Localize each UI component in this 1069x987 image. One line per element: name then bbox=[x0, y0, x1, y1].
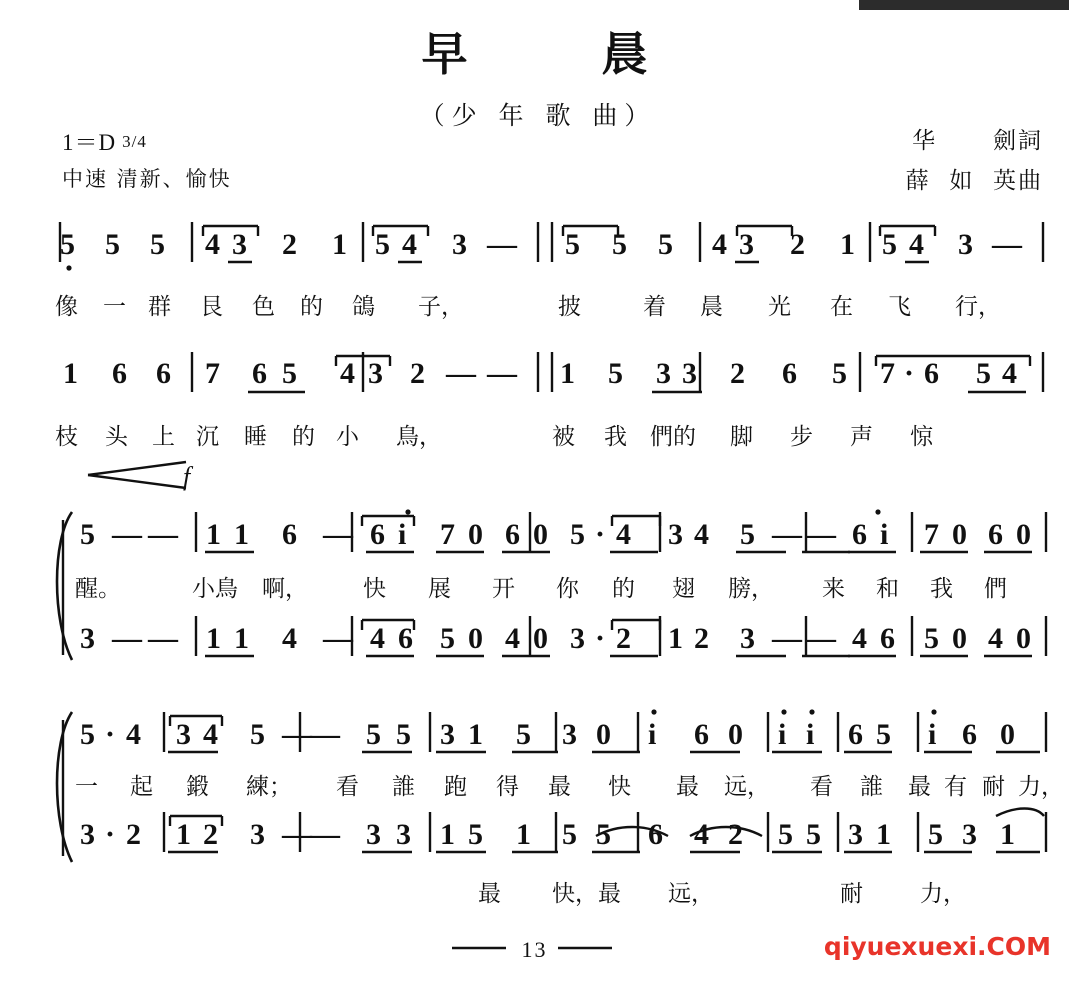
dot-augmentation: · bbox=[595, 518, 606, 551]
lyric-syllable: 誰 bbox=[392, 774, 415, 800]
note: 2 bbox=[126, 818, 141, 851]
note: 1 bbox=[63, 357, 78, 390]
lyric-syllable: 膀， bbox=[728, 576, 774, 602]
note: 1 bbox=[234, 518, 249, 551]
note: 4 bbox=[988, 622, 1003, 655]
note: i bbox=[806, 718, 815, 751]
note: 5 bbox=[80, 718, 95, 751]
lyric-syllable: 一 bbox=[75, 774, 98, 800]
lyric-syllable: 我 bbox=[604, 424, 627, 450]
note: 6 bbox=[398, 622, 413, 655]
note: 5 bbox=[516, 718, 531, 751]
lyric-syllable: 在 bbox=[830, 294, 853, 320]
note: 3 bbox=[739, 228, 754, 261]
note: — bbox=[446, 357, 476, 390]
note: 5 bbox=[565, 228, 580, 261]
note: 0 bbox=[728, 718, 743, 751]
lyric-syllable: 群 bbox=[148, 294, 171, 320]
lyric-syllable: 远， bbox=[724, 774, 770, 800]
note: 4 bbox=[852, 622, 867, 655]
note: 1 bbox=[516, 818, 531, 851]
note: 7 bbox=[880, 357, 895, 390]
lyric-syllable: 得 bbox=[496, 774, 519, 800]
note: — bbox=[487, 228, 517, 261]
note: 5 bbox=[596, 818, 611, 851]
note: 2 bbox=[694, 622, 709, 655]
note: 2 bbox=[728, 818, 743, 851]
lyric-syllable: 最 bbox=[676, 774, 699, 800]
lyric-syllable: 鍛 bbox=[186, 774, 209, 800]
note: 6 bbox=[370, 518, 385, 551]
note: 2 bbox=[730, 357, 745, 390]
lyric-syllable: 一 bbox=[103, 294, 126, 320]
dot-augmentation: · bbox=[105, 718, 116, 751]
lyric-syllable: 起 bbox=[130, 774, 153, 800]
note: 0 bbox=[1016, 622, 1031, 655]
note: 4 bbox=[909, 228, 924, 261]
note: — bbox=[148, 622, 178, 655]
lyric-syllable: 睡 bbox=[244, 424, 267, 450]
dot-augmentation: · bbox=[904, 357, 915, 390]
note: 7 bbox=[924, 518, 939, 551]
note: — bbox=[806, 622, 836, 655]
note: 4 bbox=[402, 228, 417, 261]
note: 4 bbox=[1002, 357, 1017, 390]
note: — bbox=[282, 818, 312, 851]
tempo-marking: 中速 清新、愉快 bbox=[62, 167, 232, 191]
note: 4 bbox=[694, 518, 709, 551]
note: 3 bbox=[562, 718, 577, 751]
note: 0 bbox=[596, 718, 611, 751]
note: 3 bbox=[656, 357, 671, 390]
lyric-syllable: 飞 bbox=[888, 294, 911, 320]
note: 3 bbox=[740, 622, 755, 655]
lyric-syllable: 看 bbox=[336, 774, 359, 800]
note: 4 bbox=[205, 228, 220, 261]
note: 7 bbox=[440, 518, 455, 551]
scan-corner-artifact bbox=[859, 0, 1069, 10]
note: 0 bbox=[533, 518, 548, 551]
note: 0 bbox=[468, 622, 483, 655]
note: 5 bbox=[928, 818, 943, 851]
note: — bbox=[772, 518, 802, 551]
page-title: 早 晨 bbox=[421, 27, 682, 81]
lyric-syllable: 的 bbox=[292, 424, 315, 450]
note: 4 bbox=[203, 718, 218, 751]
note: — bbox=[310, 818, 340, 851]
note: — bbox=[148, 518, 178, 551]
lyric-syllable: 快 bbox=[363, 576, 386, 602]
lyric-syllable: 醒。 bbox=[75, 576, 121, 602]
note: 5 bbox=[832, 357, 847, 390]
note: — bbox=[772, 622, 802, 655]
note: 5 bbox=[60, 228, 75, 261]
note: 5 bbox=[570, 518, 585, 551]
note: 1 bbox=[1000, 818, 1015, 851]
note: 4 bbox=[694, 818, 709, 851]
lyric-syllable: 艮 bbox=[200, 294, 223, 320]
note: 2 bbox=[616, 622, 631, 655]
note: i bbox=[398, 518, 407, 551]
note: i bbox=[648, 718, 657, 751]
lyric-syllable: 最 bbox=[548, 774, 571, 800]
note: 7 bbox=[205, 357, 220, 390]
lyric-syllable: 开 bbox=[492, 576, 515, 602]
note: 4 bbox=[370, 622, 385, 655]
lyric-syllable: 你 bbox=[556, 576, 579, 602]
lyric-syllable: 像 bbox=[55, 294, 78, 320]
dynamic-forte: f bbox=[183, 462, 191, 491]
note: 4 bbox=[505, 622, 520, 655]
lyric-syllable: 晨 bbox=[700, 294, 723, 320]
lyric-syllable: 跑 bbox=[444, 774, 467, 800]
lyric-syllable: 声 bbox=[850, 424, 873, 450]
note: 6 bbox=[112, 357, 127, 390]
site-watermark: qiyuexuexi.COM bbox=[823, 932, 1051, 961]
lyric-syllable: 子， bbox=[418, 294, 464, 320]
lyric-syllable: 看 bbox=[810, 774, 833, 800]
dot-augmentation: · bbox=[105, 818, 116, 851]
note: 3 bbox=[962, 818, 977, 851]
lyric-syllable: 展 bbox=[428, 576, 451, 602]
note: — bbox=[806, 518, 836, 551]
note: 3 bbox=[176, 718, 191, 751]
lyric-syllable: 翅 bbox=[672, 576, 695, 602]
note: 5 bbox=[440, 622, 455, 655]
note: 5 bbox=[658, 228, 673, 261]
dot-augmentation: · bbox=[595, 622, 606, 655]
note: 6 bbox=[282, 518, 297, 551]
note: 3 bbox=[682, 357, 697, 390]
note: i bbox=[928, 718, 937, 751]
note: 3 bbox=[570, 622, 585, 655]
note: 3 bbox=[366, 818, 381, 851]
lyric-syllable: 小鳥 bbox=[192, 576, 238, 602]
note: 6 bbox=[924, 357, 939, 390]
note: 1 bbox=[560, 357, 575, 390]
note: 0 bbox=[1000, 718, 1015, 751]
note: 0 bbox=[952, 518, 967, 551]
note: 6 bbox=[852, 518, 867, 551]
note: 1 bbox=[332, 228, 347, 261]
note: 3 bbox=[368, 357, 383, 390]
note: 1 bbox=[840, 228, 855, 261]
note: 6 bbox=[848, 718, 863, 751]
note: 5 bbox=[612, 228, 627, 261]
note: 3 bbox=[80, 818, 95, 851]
note: 5 bbox=[105, 228, 120, 261]
lyric-syllable: 光 bbox=[768, 294, 791, 320]
note: 2 bbox=[790, 228, 805, 261]
lyric-syllable: 上 bbox=[152, 424, 175, 450]
note: 3 bbox=[250, 818, 265, 851]
note: 3 bbox=[232, 228, 247, 261]
note: 5 bbox=[150, 228, 165, 261]
note: i bbox=[778, 718, 787, 751]
note: — bbox=[112, 622, 142, 655]
note: 5 bbox=[80, 518, 95, 551]
composer-credit: 薛 如 英曲 bbox=[905, 168, 1043, 194]
lyric-syllable: 鳥， bbox=[396, 424, 442, 450]
lyric-syllable: 头 bbox=[105, 424, 128, 450]
note: — bbox=[112, 518, 142, 551]
lyric-syllable: 鴿 bbox=[352, 294, 375, 320]
note: 5 bbox=[468, 818, 483, 851]
note: 6 bbox=[880, 622, 895, 655]
note: 1 bbox=[206, 518, 221, 551]
lyric-syllable: 被 bbox=[552, 424, 575, 450]
note: 4 bbox=[712, 228, 727, 261]
note: 3 bbox=[848, 818, 863, 851]
lyric-syllable: 誰 bbox=[860, 774, 883, 800]
note: 4 bbox=[616, 518, 631, 551]
lyric-syllable: 沉 bbox=[196, 424, 219, 450]
lyric-syllable: 快 bbox=[608, 774, 631, 800]
time-signature: 3/4 bbox=[122, 132, 147, 151]
note: 5 bbox=[375, 228, 390, 261]
note: — bbox=[323, 518, 353, 551]
note: i bbox=[880, 518, 889, 551]
note: 1 bbox=[468, 718, 483, 751]
note: 6 bbox=[252, 357, 267, 390]
note: 3 bbox=[452, 228, 467, 261]
lyric-syllable: 的 bbox=[300, 294, 323, 320]
note: 5 bbox=[562, 818, 577, 851]
lyric-syllable: 行， bbox=[955, 294, 1001, 320]
note: 5 bbox=[778, 818, 793, 851]
lyric-syllable: 力， bbox=[1018, 774, 1064, 800]
key-signature-text: 1＝D bbox=[62, 130, 117, 155]
note: 3 bbox=[396, 818, 411, 851]
key-signature bbox=[62, 124, 147, 157]
note: 5 bbox=[396, 718, 411, 751]
note: 3 bbox=[440, 718, 455, 751]
note: 0 bbox=[1016, 518, 1031, 551]
note: 6 bbox=[988, 518, 1003, 551]
lyric-syllable: 色 bbox=[252, 294, 275, 320]
note: 3 bbox=[668, 518, 683, 551]
lyric-syllable: 和 bbox=[876, 576, 899, 602]
note: 6 bbox=[962, 718, 977, 751]
note: 4 bbox=[126, 718, 141, 751]
lyric-syllable: 耐 bbox=[840, 881, 863, 907]
page-number: 13 bbox=[521, 937, 548, 962]
note: 1 bbox=[234, 622, 249, 655]
lyric-syllable: 我 bbox=[930, 576, 953, 602]
note: — bbox=[487, 357, 517, 390]
lyric-syllable: 們的 bbox=[650, 424, 696, 450]
note: 1 bbox=[668, 622, 683, 655]
lyric-syllable: 步 bbox=[790, 424, 813, 450]
note: 5 bbox=[882, 228, 897, 261]
note: 5 bbox=[924, 622, 939, 655]
note: 0 bbox=[952, 622, 967, 655]
note: — bbox=[282, 718, 312, 751]
lyric-syllable: 快，最 bbox=[552, 881, 621, 907]
lyric-syllable: 耐 bbox=[982, 774, 1005, 800]
note: — bbox=[323, 622, 353, 655]
note: 5 bbox=[250, 718, 265, 751]
note: 1 bbox=[440, 818, 455, 851]
note: 2 bbox=[410, 357, 425, 390]
note: — bbox=[992, 228, 1022, 261]
note: 5 bbox=[876, 718, 891, 751]
note: 6 bbox=[505, 518, 520, 551]
note: 1 bbox=[176, 818, 191, 851]
lyric-syllable: 啊， bbox=[262, 576, 308, 602]
note: 6 bbox=[782, 357, 797, 390]
lyric-syllable: 惊 bbox=[910, 424, 933, 450]
lyric-syllable: 披 bbox=[558, 294, 581, 320]
note: 1 bbox=[206, 622, 221, 655]
note: 0 bbox=[468, 518, 483, 551]
lyric-syllable: 来 bbox=[822, 576, 845, 602]
note: 5 bbox=[806, 818, 821, 851]
note: 3 bbox=[80, 622, 95, 655]
lyric-syllable: 远， bbox=[668, 881, 714, 907]
note: 2 bbox=[282, 228, 297, 261]
lyric-syllable: 脚 bbox=[730, 424, 753, 450]
note: 5 bbox=[608, 357, 623, 390]
lyricist-credit: 华 劍詞 bbox=[912, 128, 1043, 154]
page-subtitle: （少 年 歌 曲） bbox=[419, 101, 657, 130]
lyric-syllable: 小 bbox=[336, 424, 359, 450]
lyric-syllable: 最 bbox=[908, 774, 931, 800]
note: 5 bbox=[976, 357, 991, 390]
note: 6 bbox=[648, 818, 663, 851]
lyric-syllable: 的 bbox=[612, 576, 635, 602]
lyric-syllable: 有 bbox=[944, 774, 967, 800]
note: 3 bbox=[958, 228, 973, 261]
lyric-syllable: 枝 bbox=[55, 424, 78, 450]
note: 5 bbox=[366, 718, 381, 751]
lyric-syllable: 們 bbox=[984, 576, 1007, 602]
note: 2 bbox=[203, 818, 218, 851]
note: 4 bbox=[282, 622, 297, 655]
note: 4 bbox=[340, 357, 355, 390]
lyric-syllable: 力， bbox=[920, 881, 966, 907]
note: 6 bbox=[156, 357, 171, 390]
note: — bbox=[310, 718, 340, 751]
lyric-syllable: 最 bbox=[478, 881, 501, 907]
note: 0 bbox=[533, 622, 548, 655]
note: 6 bbox=[694, 718, 709, 751]
note: 5 bbox=[740, 518, 755, 551]
lyric-syllable: 着 bbox=[643, 294, 666, 320]
note: 1 bbox=[876, 818, 891, 851]
lyric-syllable: 練； bbox=[246, 774, 292, 800]
note: 5 bbox=[282, 357, 297, 390]
